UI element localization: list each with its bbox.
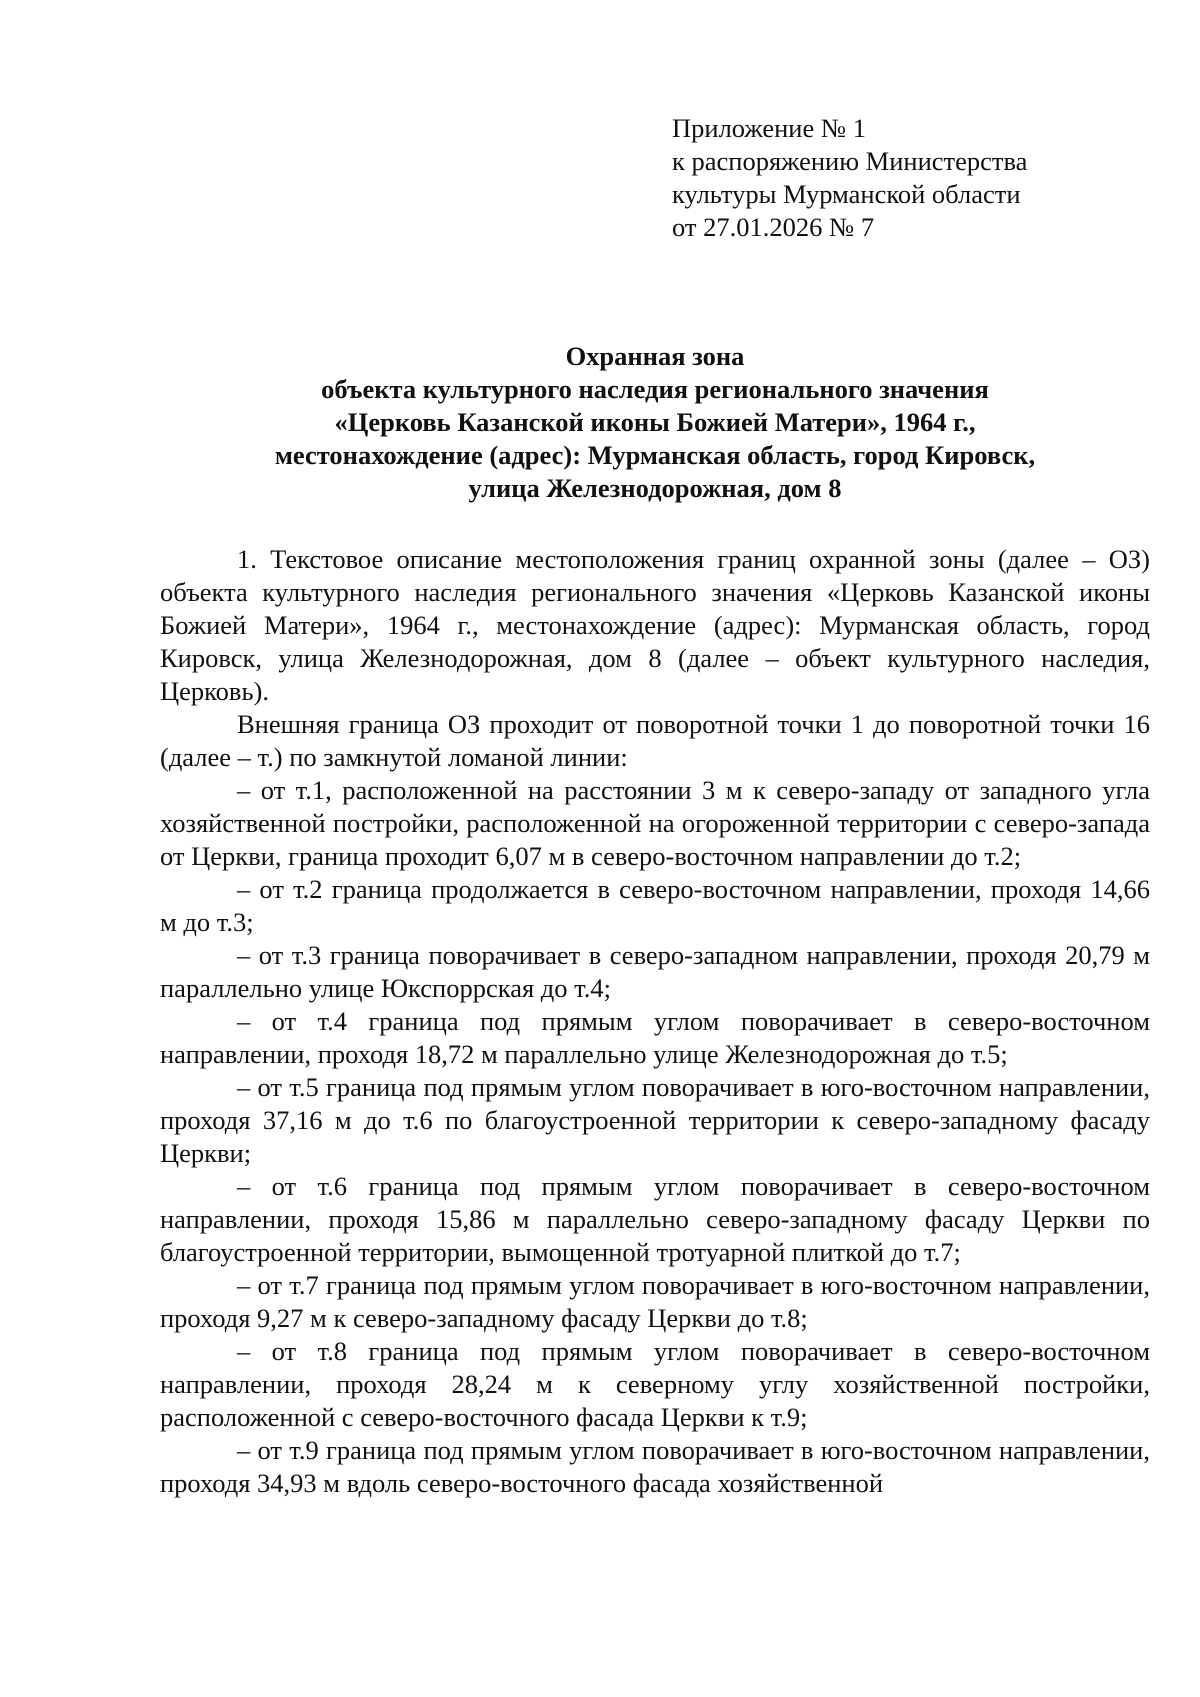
title-line: «Церковь Казанской иконы Божией Матери», 1964 г., <box>334 407 976 437</box>
title-line: Охранная зона <box>565 341 745 371</box>
appendix-line: от 27.01.2026 № 7 <box>672 212 875 242</box>
title-line: улица Железнодорожная, дом 8 <box>468 473 842 503</box>
boundary-item-point-3: – от т.3 граница поворачивает в северо-западном направлении, проходя 20,79 м параллельно улице Юкспоррская до т.4; <box>160 940 1150 1003</box>
boundary-item-point-9: – от т.9 граница под прямым углом поворачивает в юго-восточном направлении, проходя 34,93 м вдоль северо-восточного фасада хозяйственной <box>160 1435 1150 1498</box>
appendix-line: к распоряжению Министерства <box>672 146 1028 176</box>
appendix-line: Приложение № 1 <box>672 113 867 143</box>
paragraph-description: 1. Текстовое описание местоположения границ охранной зоны (далее – ОЗ) объекта культурного наследия регионального значения «Церковь Казанской иконы Божией Матери», 1964 г., местонахождение (адрес): Мурманская область, город Кировск, улица Железнодорожная, дом 8 (далее – объект культурного наследия, Церковь). <box>160 544 1150 706</box>
document-body <box>160 543 1150 1500</box>
title-line: местонахождение (адрес): Мурманская область, город Кировск, <box>274 440 1036 470</box>
boundary-item-point-4: – от т.4 граница под прямым углом поворачивает в северо-восточном направлении, проходя 18,72 м параллельно улице Железнодорожная до т.5; <box>160 1006 1150 1069</box>
boundary-item-point-6: – от т.6 граница под прямым углом поворачивает в северо-восточном направлении, проходя 15,86 м параллельно северо-западному фасаду Церкви по благоустроенной территории, вымощенной тротуарной плиткой до т.7; <box>160 1171 1150 1267</box>
boundary-item-point-2: – от т.2 граница продолжается в северо-восточном направлении, проходя 14,66 м до т.3; <box>160 874 1150 937</box>
document-title <box>160 340 1150 505</box>
appendix-header <box>672 112 1142 244</box>
boundary-item-point-1: – от т.1, расположенной на расстоянии 3 м к северо-западу от западного угла хозяйственной постройки, расположенной на огороженной территории с северо-запада от Церкви, граница проходит 6,07 м в северо-восточном направлении до т.2; <box>160 775 1150 871</box>
boundary-item-point-8: – от т.8 граница под прямым углом поворачивает в северо-восточном направлении, проходя 28,24 м к северному углу хозяйственной постройки, расположенной с северо-восточного фасада Церкви к т.9; <box>160 1336 1150 1432</box>
title-line: объекта культурного наследия регионального значения <box>321 374 989 404</box>
appendix-line: культуры Мурманской области <box>672 179 1021 209</box>
boundary-item-point-5: – от т.5 граница под прямым углом поворачивает в юго-восточном направлении, проходя 37,16 м до т.6 по благоустроенной территории к северо-западному фасаду Церкви; <box>160 1072 1150 1168</box>
boundary-item-point-7: – от т.7 граница под прямым углом поворачивает в юго-восточном направлении, проходя 9,27 м к северо-западному фасаду Церкви до т.8; <box>160 1270 1150 1333</box>
paragraph-boundary-intro: Внешняя граница ОЗ проходит от поворотной точки 1 до поворотной точки 16 (далее – т.) по замкнутой ломаной линии: <box>160 709 1150 772</box>
